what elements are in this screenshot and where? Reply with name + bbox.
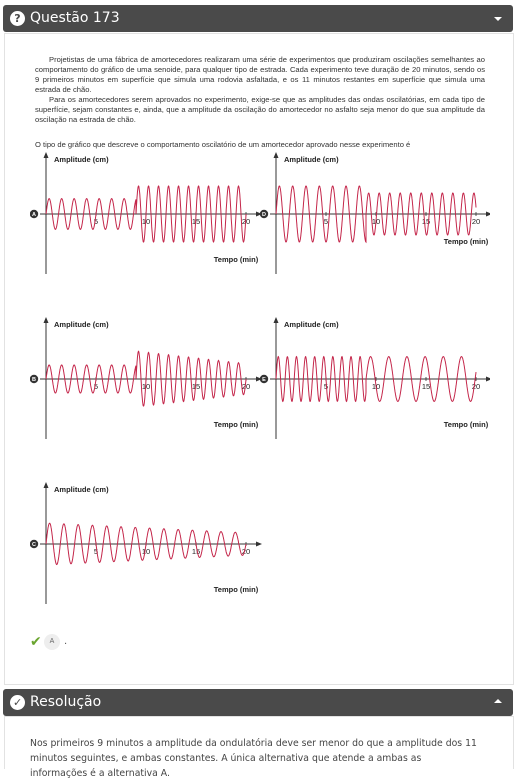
x-axis-label: Tempo (min) [443, 237, 489, 246]
answer-suffix: . [64, 636, 68, 647]
check-circle-icon: ✓ [10, 695, 25, 710]
x-axis-label: Tempo (min) [213, 255, 259, 264]
graph-option-d [260, 152, 490, 274]
y-axis-arrow [44, 317, 49, 323]
y-axis-label: Amplitude (cm) [284, 155, 339, 164]
x-axis-arrow [256, 542, 262, 547]
resolution-title: Resolução [30, 694, 102, 710]
y-axis-label: Amplitude (cm) [284, 320, 339, 329]
graph-option-a [30, 152, 262, 274]
option-letter: A [32, 212, 36, 219]
x-tick-label: 5 [323, 382, 329, 391]
x-tick-label: 10 [141, 547, 151, 556]
x-tick-label: 20 [471, 382, 481, 391]
question-icon: ? [10, 11, 25, 26]
option-letter: B [32, 377, 36, 384]
x-tick-label: 5 [93, 547, 99, 556]
x-tick-label: 5 [93, 217, 99, 226]
x-tick-label: 10 [141, 217, 151, 226]
question-paragraph: Projetistas de uma fábrica de amortecedores realizaram uma série de experimentos que produziram oscilações semelhantes ao comportamento do gráfico de uma senoide, para qualquer tipo de estrada. Cada experimento teve duração de 20 minutos, sendo os 9 primeiros minutos em superfície que simula uma rodovia asfaltada, e os 11 minutos restantes em superfície que simula uma estrada de chão. [35, 55, 485, 94]
x-axis-label: Tempo (min) [443, 420, 489, 429]
x-tick-label: 5 [93, 382, 99, 391]
check-icon: ✔ [30, 634, 42, 650]
x-tick-label: 20 [241, 217, 251, 226]
x-tick-label: 15 [421, 382, 431, 391]
y-axis-label: Amplitude (cm) [54, 485, 109, 494]
x-tick-label: 15 [191, 382, 201, 391]
question-title: Questão 173 [30, 10, 120, 26]
question-header[interactable] [3, 5, 513, 32]
graph-option-b [30, 317, 262, 439]
x-tick-label: 10 [141, 382, 151, 391]
answer-chip[interactable]: A [44, 634, 60, 650]
y-axis-arrow [44, 152, 49, 158]
graph-option-c [30, 482, 262, 604]
chevron-up-icon[interactable] [494, 699, 502, 703]
x-tick-label: 15 [191, 547, 201, 556]
x-axis-label: Tempo (min) [213, 585, 259, 594]
y-axis-arrow [274, 152, 279, 158]
option-letter: D [262, 212, 266, 219]
x-axis-arrow [486, 212, 490, 217]
chevron-down-icon[interactable] [494, 17, 502, 21]
x-tick-label: 20 [471, 217, 481, 226]
x-tick-label: 10 [371, 382, 381, 391]
x-tick-label: 10 [371, 217, 381, 226]
question-stem: O tipo de gráfico que descreve o comportamento oscilatório de um amortecedor aprovado nesse experimento é [35, 140, 411, 149]
x-axis-arrow [486, 377, 490, 382]
option-letter: E [262, 377, 266, 384]
y-axis-arrow [44, 482, 49, 488]
question-text [35, 55, 485, 125]
x-tick-label: 15 [421, 217, 431, 226]
x-tick-label: 5 [323, 217, 329, 226]
option-letter: C [32, 542, 36, 549]
x-tick-label: 20 [241, 547, 251, 556]
resolution-text: Nos primeiros 9 minutos a amplitude da ondulatória deve ser menor do que a amplitude dos 11 minutos seguintes, e ambas constantes. A única alternativa que atende a ambas as informações é a alternativa A. [30, 738, 477, 779]
resolution-header[interactable] [3, 689, 513, 716]
x-tick-label: 20 [241, 382, 251, 391]
graph-option-e [260, 317, 490, 439]
x-axis-label: Tempo (min) [213, 420, 259, 429]
y-axis-arrow [274, 317, 279, 323]
y-axis-label: Amplitude (cm) [54, 155, 109, 164]
y-axis-label: Amplitude (cm) [54, 320, 109, 329]
question-paragraph: Para os amortecedores serem aprovados no experimento, exige-se que as amplitudes das ondas oscilatórias, em cada tipo de superfície, sejam constantes e, ainda, que a amplitude da oscilação do amortecedor no asfalto seja menor do que sua amplitude da oscilação na estrada de chão. [35, 95, 485, 124]
x-tick-label: 15 [191, 217, 201, 226]
answer-graphs [30, 150, 490, 630]
